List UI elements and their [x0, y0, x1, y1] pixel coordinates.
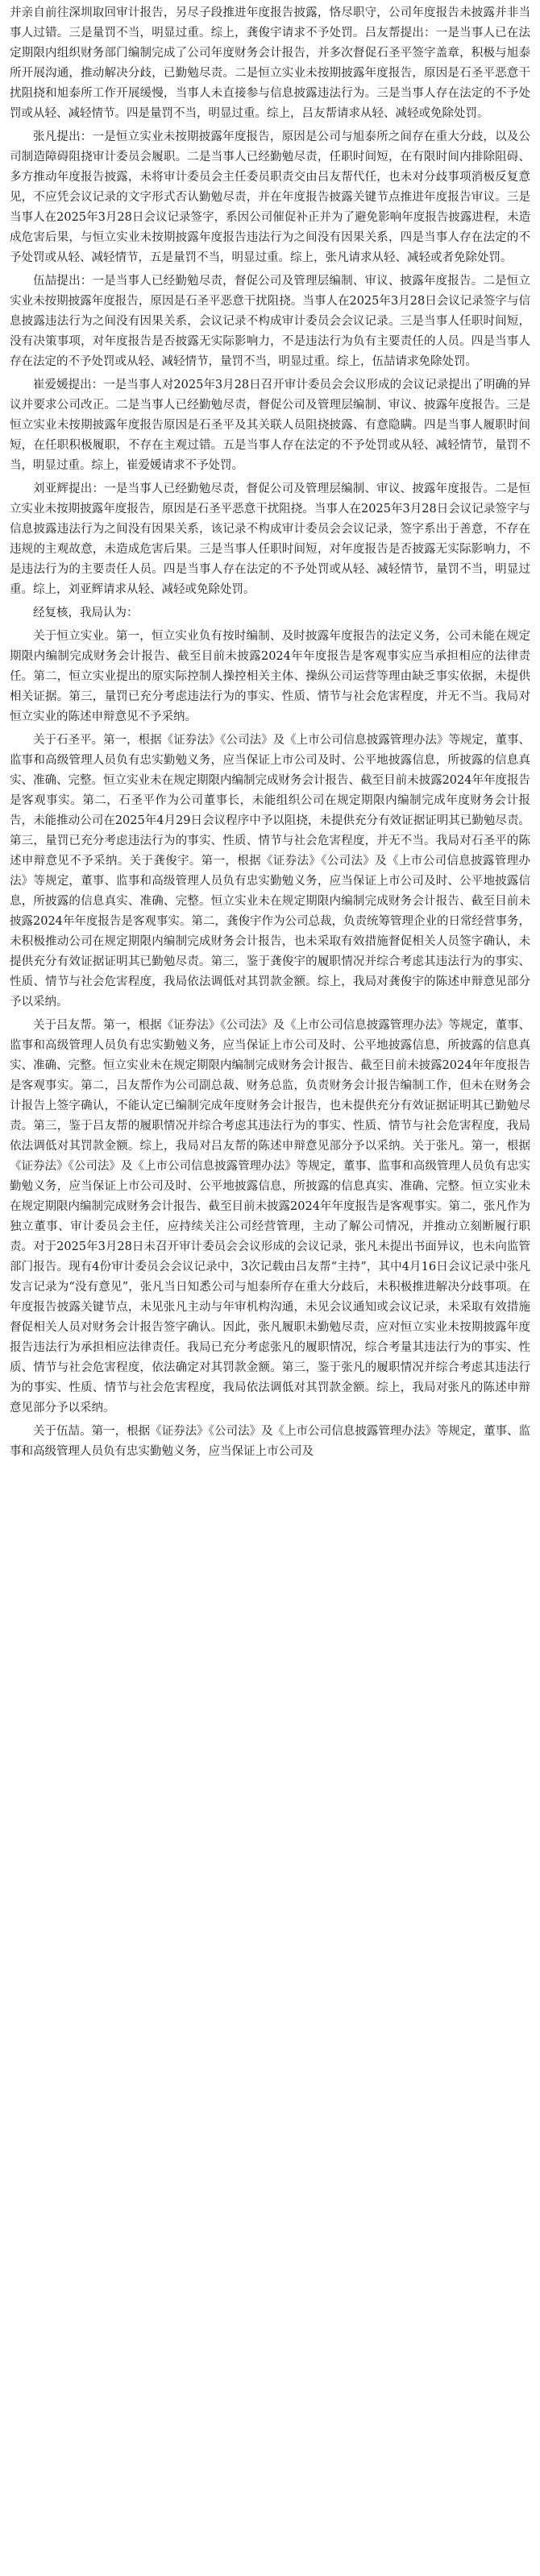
paragraph-review-shi-gong: 关于石圣平。第一，根据《证券法》《公司法》及《上市公司信息披露管理办法》等规定，董事、监事和高级管理人员负有忠实勤勉义务，应当保证上市公司及时、公平地披露信息，所披露的信息真实、准确、完整。恒立实业未在规定期限内编制完成财务会计报告、截至目前未披露2024年年度报告是客观事实。第二，石圣平作为公司董事长，未能组织公司在规定期限内编制完成年度财务会计报告，未能推动公司在2025年4月29日会议程序中予以阻挠，未提供充分有效证据证明其已勤勉尽责。第三，量罚已充分考虑违法行为的事实、性质、情节与社会危害程度，并无不当。我局对石圣平的陈述申辩意见不予采纳。关于龚俊宇。第一，根据《证券法》《公司法》及《上市公司信息披露管理办法》等规定，董事、监事和高级管理人员负有忠实勤勉义务，应当保证上市公司及时、公平地披露信息，所披露的信息真实、准确、完整。恒立实业未在规定期限内编制完成财务会计报告、截至目前未披露2024年年度报告是客观事实。第二，龚俊宇作为公司总裁，负责统筹管理企业的日常经营事务，未积极推动公司在规定期限内编制完成财务会计报告，也未采取有效措施督促相关人员签字确认，未提供充分有效证据证明其已勤勉尽责。第三，鉴于龚俊宇的履职情况并综合考虑其违法行为的事实、性质、情节与社会危害程度，我局依法调低对其罚款金额。综上，我局对龚俊宇的陈述申辩意见部分予以采纳。	[10, 734, 530, 1008]
paragraph-review-hengli: 关于恒立实业。第一，恒立实业负有按时编制、及时披露年度报告的法定义务，公司未能在规定期限内编制完成财务会计报告、截至目前未披露2024年年度报告是客观事实应当承担相应的法律责任。第二，恒立实业提出的原实际控制人操控相关主体、操纵公司运营等理由缺乏事实依据，未提供相关证据。第三，量罚已充分考虑违法行为的事实、性质、情节与社会危害程度，并无不当。我局对恒立实业的陈述申辩意见不予采纳。	[10, 630, 530, 723]
paragraph-review-intro: 经复核，我局认为：	[33, 607, 139, 619]
paragraph-wu-zhe-statement: 伍喆提出：一是当事人已经勤勉尽责，督促公司及管理层编制、审议、披露年度报告。二是恒立实业未按期披露年度报告，原因是石圣平恶意干扰阻挠。当事人在2025年3月28日会议记录签字与信息披露违法行为之间没有因果关系，会议记录不构成审计委员会会议记录。三是当事人任职时间短，没有决策事项，对年度报告是否披露无实际影响力，不是违法行为负有主要责任的人员。四是当事人存在法定的不予处罚或从轻、减轻情节，量罚不当，明显过重。综上，伍喆请求免除处罚。	[10, 275, 530, 368]
paragraph-lv-youbang-statement-end: 并亲自前往深圳取回审计报告，另尽子段推进年度报告披露，恪尽职守，公司年度报告未披露并非当事人过错。三是量罚不当，明显过重。综上，龚俊宇请求不予处罚。吕友帮提出：一是当事人已在法定期限内组织财务部门编制完成了公司年度财务会计报告，并多次督促石圣平签字盖章，积极与旭泰所开展沟通，推动解决分歧，已勤勉尽责。二是恒立实业未按期披露年度报告，原因是石圣平恶意干扰阻挠和旭泰所工作开展缓慢，当事人未直接参与信息披露违法行为。三是当事人存在法定的不予处罚或从轻、减轻情节。四是量罚不当，明显过重。综上，吕友帮请求从轻、减轻或免除处罚。	[10, 6, 530, 120]
paragraph-review-lv-zhang: 关于吕友帮。第一，根据《证券法》《公司法》及《上市公司信息披露管理办法》等规定，董事、监事和高级管理人员负有忠实勤勉义务，应当保证上市公司及时、公平地披露信息，所披露的信息真实、准确、完整。恒立实业未在规定期限内编制完成财务会计报告、截至目前未披露2024年年度报告是客观事实。第二，吕友帮作为公司副总裁、财务总监，负责财务会计报告编制工作，但未在财务会计报告上签字确认，不能认定已编制完成年度财务会计报告，也未提供充分有效证据证明其已勤勉尽责。第三，鉴于吕友帮的履职情况并综合考虑其违法行为的事实、性质、情节与社会危害程度，我局依法调低对其罚款金额。综上，我局对吕友帮的陈述申辩意见部分予以采纳。关于张凡。第一，根据《证券法》《公司法》及《上市公司信息披露管理办法》等规定，董事、监事和高级管理人员负有忠实勤勉义务，应当保证上市公司及时、公平地披露信息，所披露的信息真实、准确、完整。恒立实业未在规定期限内编制完成财务会计报告、截至目前未披露2024年年度报告是客观事实。第二，张凡作为独立董事、审计委员会主任，应持续关注公司经营管理，主动了解公司情况，并推动立刻断履行职责。对于2025年3月28日未召开审计委员会会议形成的会议记录，张凡未提出书面异议，也未向监管部门报告。现有4份审计委员会会议记录中，3次记载由吕友帮“主持”，其中4月16日会议记录中张凡发言记录为“没有意见”，张凡当日知悉公司与旭泰所存在重大分歧后，未积极推进解决分歧事项。在年度报告披露关键节点，未见张凡主动与年审机构沟通，未见会议通知或会议记录，未采取有效措施督促相关人员对财务会计报告签字确认。因此，张凡履职未勤勉尽责，应对恒立实业未按期披露年度报告违法行为承担相应法律责任。我局已充分考虑张凡的履职情况，综合考量其违法行为的事实、性质、情节与社会危害程度，依法确定对其罚款金额。第三，鉴于张凡的履职情况并综合考虑其违法行为的事实、性质、情节与社会危害程度，我局依法调低对其罚款金额。综上，我局对张凡的陈述申辩意见部分予以采纳。	[10, 1019, 530, 1414]
paragraph-cui-aiyuan-statement: 崔爱媛提出：一是当事人对2025年3月28日召开审计委员会会议形成的会议记录提出了明确的异议并要求公司改正。二是当事人已经勤勉尽责，督促公司及管理层编制、审议、披露年度报告。三是恒立实业未按期披露年度报告原因是石圣平及其关联人员阻挠披露、有意隐瞒。四是当事人履职时间短，在任职积极履职，不存在主观过错。五是当事人存在法定的不予处罚或从轻、减轻情节，量罚不当，明显过重。综上，崔爱媛请求不予处罚。	[10, 379, 530, 472]
paragraph-zhang-fan-statement: 张凡提出：一是恒立实业未按期披露年度报告，原因是公司与旭泰所之间存在重大分歧，以及公司制造障碍阻挠审计委员会履职。二是当事人已经勤勉尽责，任职时间短，在有限时间内排除阻碍、多方推动年度报告披露，未将审计委员会主任委员职责交由吕友帮代任，也未对分歧事项消极反复意见，不应凭会议记录的文字形式否认勤勉尽责，并在年度报告披露关键节点推进年度报告审议。三是当事人在2025年3月28日会议记录签字，系因公司催促补正并为了避免影响年度报告披露进程，未造成危害后果，与恒立实业未按期披露年度报告违法行为之间没有因果关系，四是当事人存在法定的不予处罚或从轻、减轻情节，五是量罚不当，明显过重。综上，张凡请求从轻、减轻或者免除处罚。	[10, 130, 530, 264]
paragraph-review-wu-zhe: 关于伍喆。第一，根据《证券法》《公司法》及《上市公司信息披露管理办法》等规定，董事、监事和高级管理人员负有忠实勤勉义务，应当保证上市公司及	[10, 1425, 530, 1458]
paragraph-liu-yahui-statement: 刘亚辉提出：一是当事人已经勤勉尽责，督促公司及管理层编制、审议、披露年度报告。二是恒立实业未按期披露年度报告，原因是石圣平恶意干扰阻挠。当事人在2025年3月28日会议记录签字与信息披露违法行为之间没有因果关系，该记录不构成审计委员会会议记录，签字系出于善意，不存在违规的主观故意，未造成危害后果。三是当事人任职时间短，对年度报告是否披露无实际影响力，不是违法行为的主要责任人员。四是当事人存在法定的不予处罚或从轻、减轻情节，量罚不当，明显过重。综上，刘亚辉请求从轻、减轻或免除处罚。	[10, 482, 530, 596]
